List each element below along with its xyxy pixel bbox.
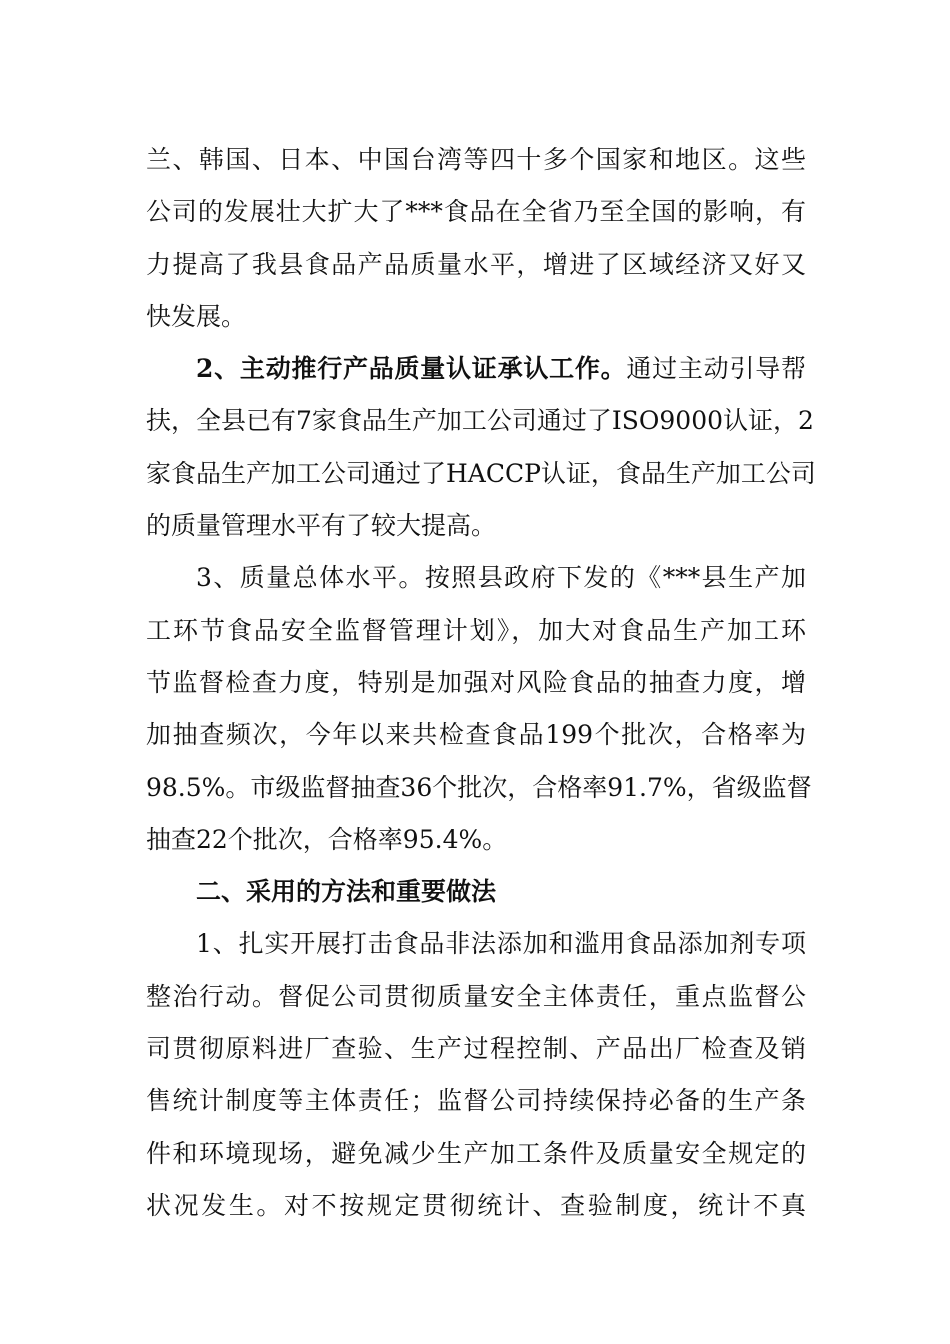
document-body xyxy=(146,134,816,1232)
paragraph-1-line-4: 快发展。 xyxy=(146,301,247,331)
paragraph-1-line-3: 力提高了我县食品产品质量水平，增进了区域经济又好又 xyxy=(146,249,806,279)
paragraph-3-line-2: 工环节食品安全监督管理计划》，加大对食品生产加工环 xyxy=(146,615,806,645)
paragraph-2-line-1 xyxy=(146,343,806,395)
paragraph-4-line-4: 售统计制度等主体责任；监督公司持续保持必备的生产条 xyxy=(146,1086,806,1116)
paragraph-3-line-4: 加抽查频次，今年以来共检查食品199个批次，合格率为 xyxy=(146,720,806,750)
paragraph-3-line-1 xyxy=(146,552,806,604)
paragraph-4-line-6: 状况发生。对不按规定贯彻统计、查验制度，统计不真 xyxy=(146,1190,806,1220)
paragraph-4-line-2: 整治行动。督促公司贯彻质量安全主体责任，重点监督公 xyxy=(146,981,806,1011)
paragraph-2-line-1-text: 通过主动引导帮 xyxy=(626,354,806,384)
paragraph-1-line-2: 公司的发展壮大扩大了***食品在全省乃至全国的影响，有 xyxy=(146,197,806,227)
paragraph-3-lead: 3、质量总体水平。 xyxy=(196,563,425,593)
paragraph-3-line-5: 98.5%。市级监督抽查36个批次，合格率91.7%，省级监督 xyxy=(146,772,812,802)
paragraph-4-line-3: 司贯彻原料进厂查验、生产过程控制、产品出厂检查及销 xyxy=(146,1034,806,1064)
paragraph-4-line-1: 1、扎实开展打击食品非法添加和滥用食品添加剂专项 xyxy=(196,929,806,959)
paragraph-3-line-6: 抽查22个批次，合格率95.4%。 xyxy=(146,824,508,854)
paragraph-4-line-5: 件和环境现场，避免减少生产加工条件及质量安全规定的 xyxy=(146,1138,806,1168)
paragraph-2-line-3: 家食品生产加工公司通过了HACCP认证，食品生产加工公司 xyxy=(146,458,816,488)
paragraph-2-line-2: 扶，全县已有7家食品生产加工公司通过了ISO9000认证，2 xyxy=(146,406,814,436)
section-heading: 二、采用的方法和重要做法 xyxy=(196,877,497,907)
paragraph-3-line-3: 节监督检查力度，特别是加强对风险食品的抽查力度，增 xyxy=(146,667,806,697)
paragraph-1-line-1: 兰、韩国、日本、中国台湾等四十多个国家和地区。这些 xyxy=(146,145,806,174)
paragraph-2-line-4: 的质量管理水平有了较大提高。 xyxy=(146,511,497,541)
paragraph-3-line-1-text: 按照县政府下发的《***县生产加 xyxy=(424,563,806,593)
paragraph-2-lead: 2、主动推行产品质量认证承认工作。 xyxy=(196,354,627,384)
